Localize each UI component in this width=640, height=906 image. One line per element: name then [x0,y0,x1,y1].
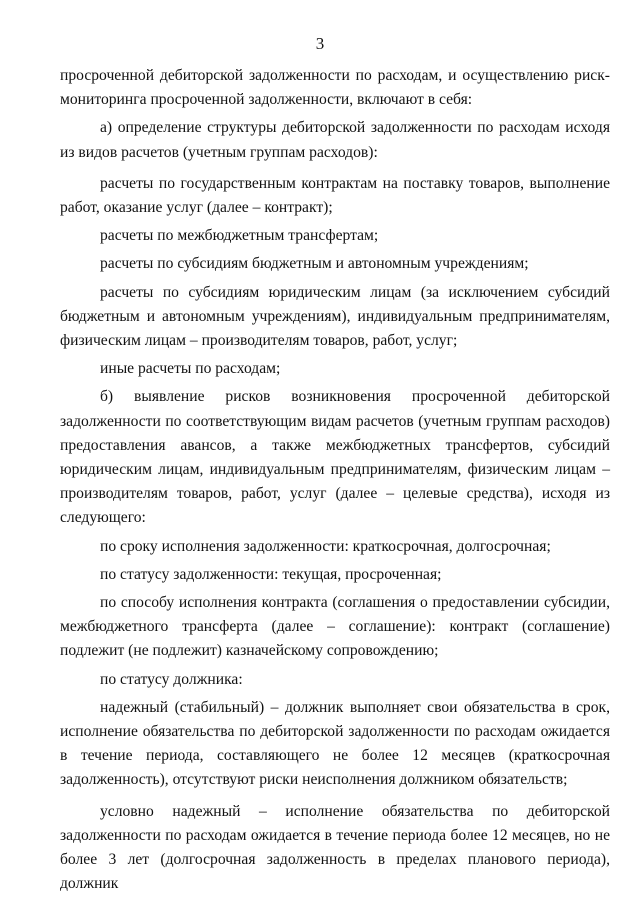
paragraph-reliable: надежный (стабильный) – должник выполняет свои обязательства в срок, исполнение обязательства по дебиторской задолженности по расходам ожидается в течение периода, составляющего не более 12 месяцев (краткосрочная задолженность), отсутствуют риски неисполнения должником обязательств; [60,698,610,789]
paragraph-other-settlements: иные расчеты по расходам; [100,360,281,378]
paragraph-item-a: а) определение структуры дебиторской задолженности по расходам исходя из видов расчетов (учетным группам расходов): [60,119,610,161]
paragraph-interbudget-transfers: расчеты по межбюджетным трансфертам; [100,227,379,245]
paragraph-intro: просроченной дебиторской задолженности по расходам, и осуществлению риск-мониторинга просроченной задолженности, включают в себя: [60,67,610,109]
page-number: 3 [315,34,325,53]
paragraph-item-b: б) выявление рисков возникновения просроченной дебиторской задолженности по соответствующим видам расчетов (учетным группам расходов) предоставления авансов, а также межбюджетных трансфертов, субсидий юридическим лицам, индивидуальным предпринимателям, физическим лицам – производителям товаров, работ, услуг (далее – целевые средства), исходя из следующего: [60,388,610,527]
paragraph-conditionally-reliable: условно надежный – исполнение обязательства по дебиторской задолженности по расходам ожидается в течение периода более 12 месяцев, но не более 3 лет (долгосрочная задолженность в пределах планового периода), должник [60,802,610,893]
paragraph-subsidies-legal-entities: расчеты по субсидиям юридическим лицам (за исключением субсидий бюджетным и автономным учреждениям), индивидуальным предпринимателям, физическим лицам – производителям товаров, работ, услуг; [60,283,610,350]
paragraph-debt-status: по статусу задолженности: текущая, просроченная; [100,565,442,583]
paragraph-debtor-status: по статусу должника: [100,670,243,688]
paragraph-execution-method: по способу исполнения контракта (соглашения о предоставлении субсидии, межбюджетного трансферта (далее – соглашение): контракт (соглашение) подлежит (не подлежит) казначейскому сопровождению; [60,594,610,660]
document-body [60,64,610,897]
paragraph-contracts: расчеты по государственным контрактам на поставку товаров, выполнение работ, оказание услуг (далее – контракт); [60,174,610,217]
paragraph-term: по сроку исполнения задолженности: краткосрочная, долгосрочная; [100,537,551,555]
paragraph-subsidies-institutions: расчеты по субсидиям бюджетным и автономным учреждениям; [100,255,529,273]
